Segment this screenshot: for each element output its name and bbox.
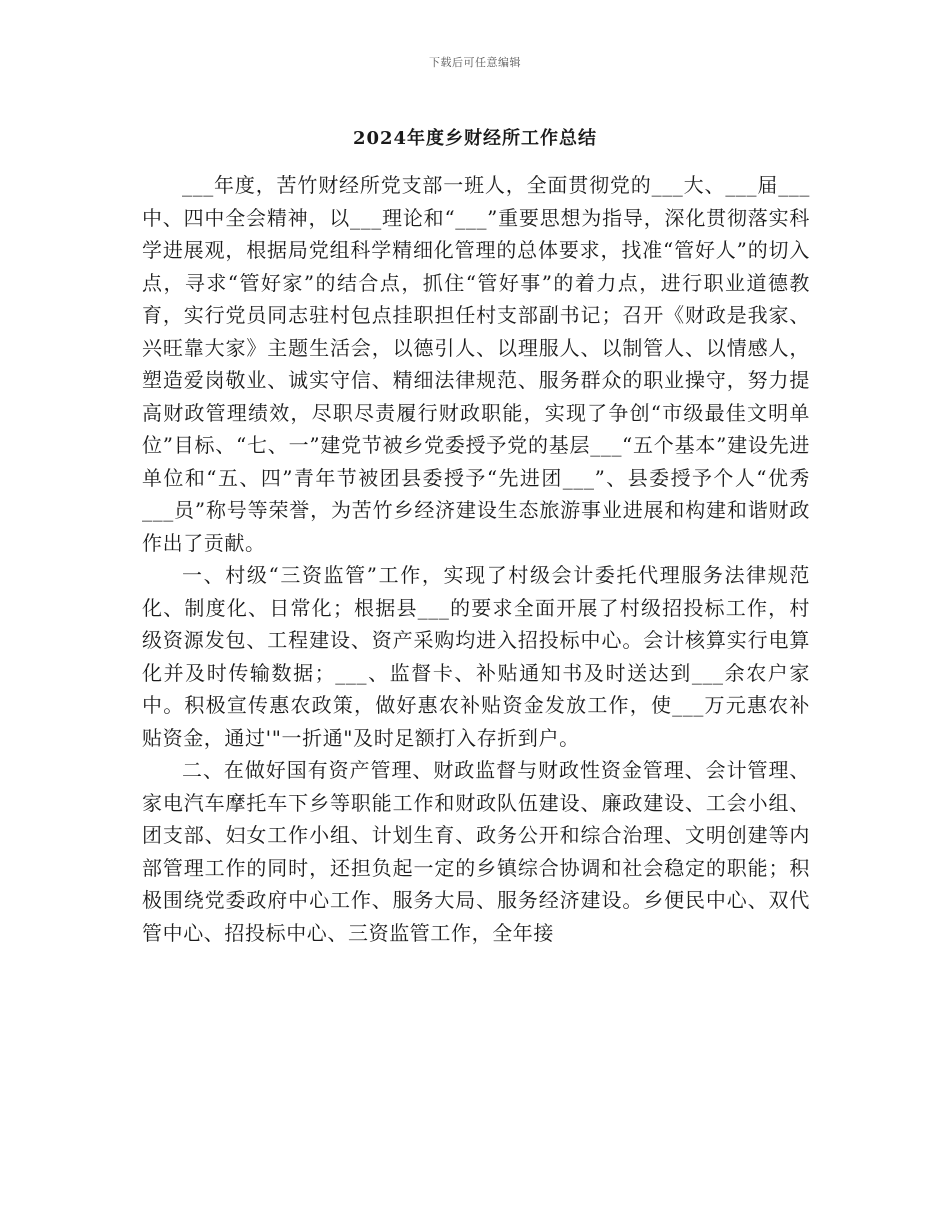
paragraph-section-2: 二、在做好国有资产管理、财政监督与财政性资金管理、会计管理、家电汽车摩托车下乡等职能工作和财政队伍建设、廉政建设、工会小组、团支部、妇女工作小组、计划生育、政务公开和综合治理、文明创建等内部管理工作的同时，还担负起一定的乡镇综合协调和社会稳定的职能；积极围绕党委政府中心工作、服务大局、服务经济建设。乡便民中心、双代管中心、招投标中心、三资监管工作，全年接 xyxy=(142,758,810,945)
document-body xyxy=(142,169,810,949)
document-title: 2024年度乡财经所工作总结 xyxy=(352,128,598,149)
paragraph-section-1: 一、村级“三资监管”工作，实现了村级会计委托代理服务法律规范化、制度化、日常化；根据县___的要求全面开展了村级招投标工作，村级资源发包、工程建设、资产采购均进入招投标中心。会计核算实行电算化并及时传输数据；___、监督卡、补贴通知书及时送达到___余农户家中。积极宣传惠农政策，做好惠农补贴资金发放工作，使___万元惠农补贴资金，通过'"一折通"及时足额打入存折到户。 xyxy=(142,563,810,750)
header-note: 下载后可任意编辑 xyxy=(429,56,521,69)
paragraph-intro: ___年度，苦竹财经所党支部一班人，全面贯彻党的___大、___届___中、四中全会精神，以___理论和“___”重要思想为指导，深化贯彻落实科学进展观，根据局党组科学精细化管理的总体要求，找准“管好人”的切入点，寻求“管好家”的结合点，抓住“管好事”的着力点，进行职业道德教育，实行党员同志驻村包点挂职担任村支部副书记；召开《财政是我家、兴旺靠大家》主题生活会，以德引人、以理服人、以制管人、以情感人，塑造爱岗敬业、诚实守信、精细法律规范、服务群众的职业操守，努力提高财政管理绩效，尽职尽责履行财政职能，实现了争创“市级最佳文明单位”目标、“七、一”建党节被乡党委授予党的基层___“五个基本”建设先进单位和“五、四”青年节被团县委授予“先进团___”、县委授予个人“优秀___员”称号等荣誉，为苦竹乡经济建设生态旅游事业进展和构建和谐财政作出了贡献。 xyxy=(142,173,810,555)
